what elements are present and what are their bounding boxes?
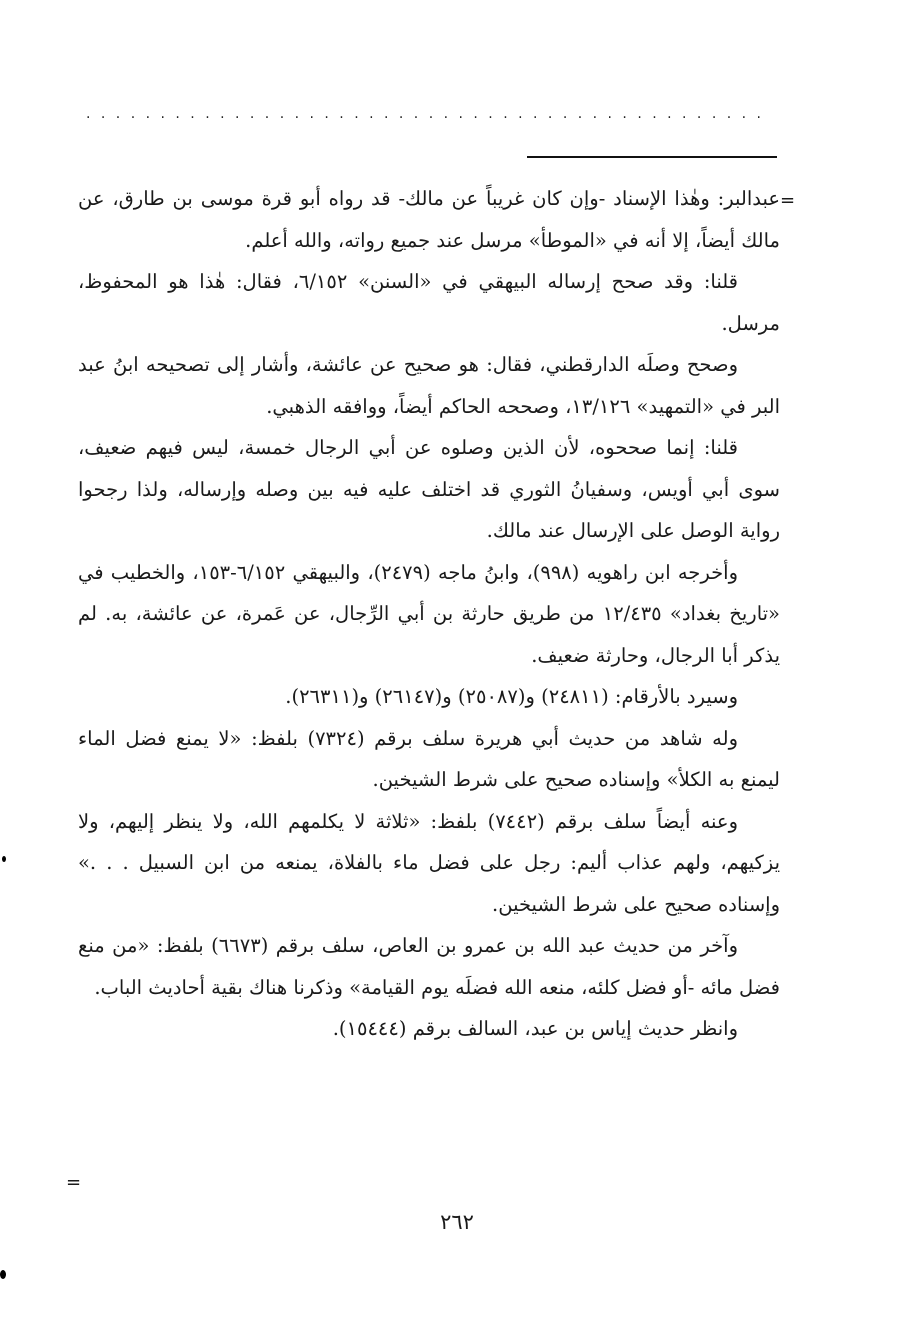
continuation-mark: = xyxy=(780,190,796,211)
footnote-paragraph: وسيرد بالأرقام: (٢٤٨١١) و(٢٥٠٨٧) و(٢٦١٤٧) و(٢٦٣١١). xyxy=(285,685,738,708)
footnote-body xyxy=(78,178,780,1050)
header-dotted-line: . . . . . . . . . . . . . . . . . . . . . . . . . . . . . . . . . . . . . . . . . . . . . . xyxy=(86,106,764,122)
scan-edge-mark xyxy=(2,856,6,862)
continuation-mark-end: = xyxy=(66,1172,82,1193)
scan-edge-mark xyxy=(0,1270,6,1279)
footnote-paragraph: وأخرجه ابن راهويه (٩٩٨)، وابنُ ماجه (٢٤٧٩)، والبيهقي ٦/١٥٢-١٥٣، والخطيب في «تاريخ بغداد» ١٢/٤٣٥ من طريق حارثة بن أبي الرِّجال، عن عَمرة، عن عائشة، به. لم يذكر أبا الرجال، وحارثة ضعيف. xyxy=(78,560,780,667)
footnote-paragraph: وعنه أيضاً سلف برقم (٧٤٤٢) بلفظ: «ثلاثة لا يكلمهم الله، ولا ينظر إليهم، ولا يزكيهم، ولهم عذاب أليم: رجل على فضل ماء بالفلاة، يمنعه من ابن السبيل . . .» وإسناده صحيح على شرط الشيخين. xyxy=(78,809,780,916)
footnote-paragraph: قلنا: وقد صحح إرساله البيهقي في «السنن» ٦/١٥٢، فقال: هٰذا هو المحفوظ، مرسل. xyxy=(78,270,780,335)
footnote-separator-rule xyxy=(527,156,777,158)
footnote-paragraph: وصحح وصلَه الدارقطني، فقال: هو صحيح عن عائشة، وأشار إلى تصحيحه ابنُ عبد البر في «التمهيد» ١٣/١٢٦، وصححه الحاكم أيضاً، ووافقه الذهبي. xyxy=(78,353,780,418)
footnote-paragraph: وآخر من حديث عبد الله بن عمرو بن العاص، سلف برقم (٦٦٧٣) بلفظ: «من منع فضل مائه -أو فضل كلئه، منعه الله فضلَه يوم القيامة» وذكرنا هناك بقية أحاديث الباب. xyxy=(78,934,780,999)
page-number: ٢٦٢ xyxy=(440,1210,474,1234)
footnote-paragraph: وله شاهد من حديث أبي هريرة سلف برقم (٧٣٢٤) بلفظ: «لا يمنع فضل الماء ليمنع به الكلأ» وإسناده صحيح على شرط الشيخين. xyxy=(78,726,780,791)
footnote-paragraph: عبدالبر: وهٰذا الإسناد -وإن كان غريباً عن مالك- قد رواه أبو قرة موسى بن طارق، عن مالك أيضاً، إلا أنه في «الموطأ» مرسل عند جميع رواته، والله أعلم. xyxy=(78,187,780,252)
footnote-paragraph: قلنا: إنما صححوه، لأن الذين وصلوه عن أبي الرجال خمسة، ليس فيهم ضعيف، سوى أبي أويس، وسفيانُ الثوري قد اختلف عليه فيه بين وصله وإرساله، ولذا رجحوا رواية الوصل على الإرسال عند مالك. xyxy=(78,436,780,542)
footnote-paragraph: وانظر حديث إياس بن عبد، السالف برقم (١٥٤٤٤). xyxy=(332,1017,738,1040)
